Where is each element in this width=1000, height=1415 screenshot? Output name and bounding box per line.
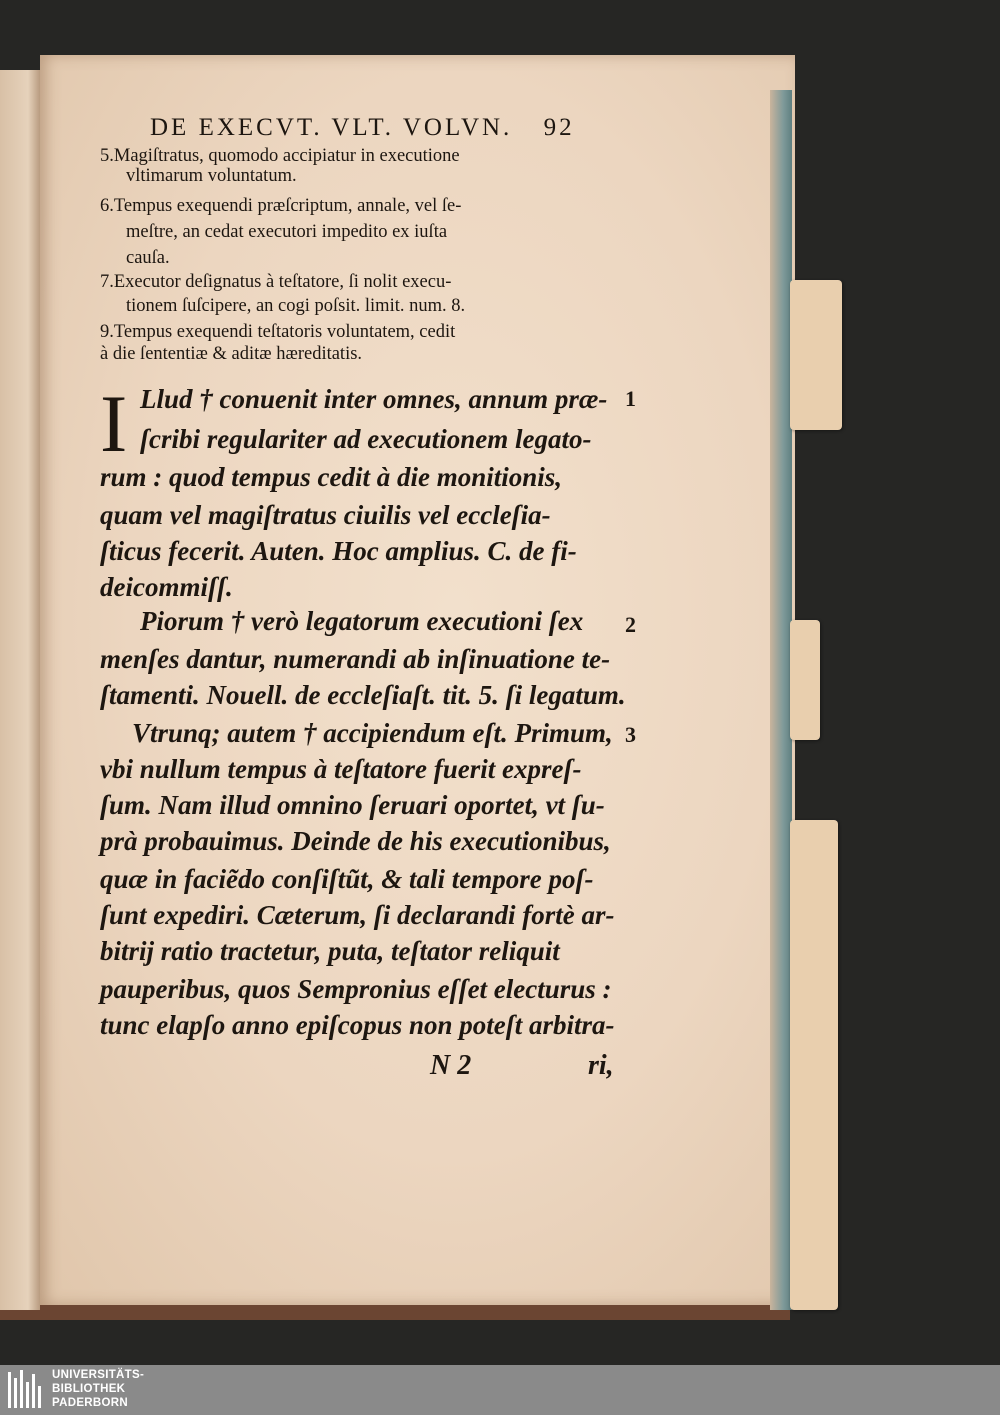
page-tab [790,280,842,430]
library-name-line: BIBLIOTHEK [52,1383,126,1395]
page-block-edge [770,90,792,1310]
body-line: pauperibus, quos Sempronius eſſet electurus : [100,974,612,1004]
body-line: Piorum † verò legatorum executioni ſex [140,606,584,636]
catchword: ri, [588,1050,614,1081]
body-line: ſum. Nam illud omnino ſeruari oportet, vt ſu- [100,790,605,820]
summary-line: cauſa. [126,248,170,268]
body-line: ſtamenti. Nouell. de eccleſiaſt. tit. 5. ſi legatum. [100,680,626,710]
body-line: prà probauimus. Deinde de his executionibus, [100,826,611,856]
summary-line: à die ſententiæ & aditæ hæreditatis. [100,344,363,364]
library-banner [0,1365,1000,1415]
summary-line: vltimarum voluntatum. [126,166,297,186]
body-line: menſes dantur, numerandi ab inſinuatione te- [100,644,611,674]
summary-line: 9.Tempus exequendi teſtatoris voluntatem, cedit [100,322,456,342]
running-head: DE EXECVT. VLT. VOLVN. 92 [150,114,575,141]
body-line: quam vel magiſtratus ciuilis vel eccleſia- [100,500,551,530]
library-name-line: UNIVERSITÄTS- [52,1369,145,1381]
body-line: Vtrunq; autem † accipiendum eſt. Primum, [132,718,613,748]
body-line: tunc elapſo anno epiſcopus non poteſt arbitra- [100,1010,615,1040]
page-number: 92 [543,114,575,141]
body-line: Llud † conuenit inter omnes, annum præ- [140,384,608,414]
summary-line: 6.Tempus exequendi præſcriptum, annale, vel ſe- [100,196,462,216]
summary-line: meſtre, an cedat executori impedito ex iuſta [126,222,448,242]
body-line: deicommiſſ. [100,572,233,602]
library-logo-icon [6,1368,44,1412]
drop-cap: I [100,378,128,469]
summary-line: 5.Magiſtratus, quomodo accipiatur in executione [100,146,460,166]
body-line: ſticus fecerit. Auten. Hoc amplius. C. de fi- [100,536,577,566]
body-line: ſunt expediri. Cæterum, ſi declarandi fortè ar- [100,900,615,930]
library-name-line: PADERBORN [52,1397,128,1409]
signature-mark: N 2 [430,1050,472,1081]
summary-line: 7.Executor deſignatus à teſtatore, ſi nolit execu- [100,272,452,292]
margin-number: 2 [625,612,636,637]
body-line: ſcribi regulariter ad executionem legato- [140,424,592,454]
margin-number: 3 [625,722,636,747]
library-name [52,1368,144,1410]
margin-number: 1 [625,386,636,411]
body-line: quæ in faciẽdo conſiſtũt, & tali tempore poſ- [100,864,594,894]
body-line: bitrij ratio tractetur, puta, teſtator reliquit [100,936,560,966]
facing-page-edge [0,70,40,1310]
body-line: rum : quod tempus cedit à die monitionis, [100,462,563,492]
body-line: vbi nullum tempus à teſtatore fuerit expreſ- [100,754,582,784]
page-tab [790,620,820,740]
summary-line: tionem ſuſcipere, an cogi poſsit. limit. num. 8. [126,296,466,316]
page-tab [790,820,838,1310]
